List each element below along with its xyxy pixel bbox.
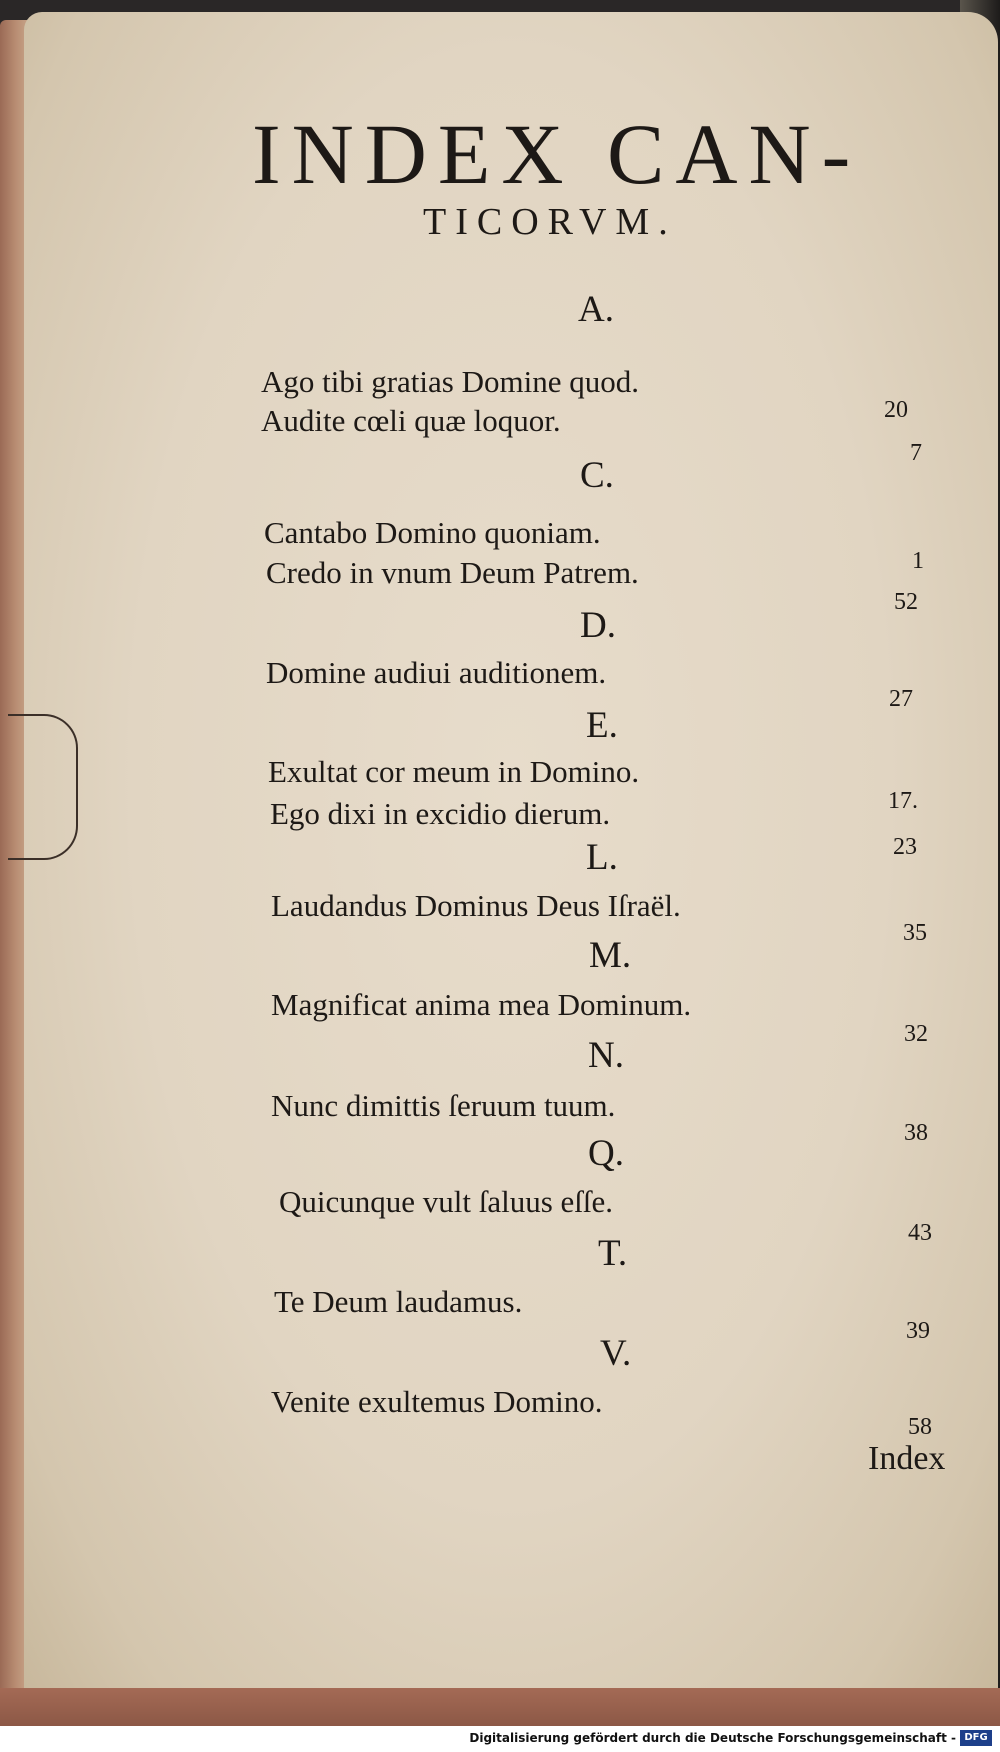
index-entry: Credo in vnum Deum Patrem. (266, 555, 639, 590)
section-letter-d: D. (580, 605, 616, 646)
catchword: Index (868, 1440, 946, 1477)
index-entry: Ego dixi in excidio dierum. (270, 796, 611, 831)
section-letter-v: V. (600, 1333, 632, 1374)
page-number: 17. (888, 788, 918, 814)
page-title-line2: TICORVM. (423, 201, 677, 243)
page-number: 32 (904, 1021, 928, 1047)
page-number: 1 (912, 548, 924, 574)
page-number: 23 (893, 834, 917, 860)
section-letter-q: Q. (588, 1133, 624, 1174)
footer-credit: Digitalisierung gefördert durch die Deutsche Forschungsgemeinschaft - (469, 1731, 956, 1745)
section-letter-l: L. (586, 837, 618, 878)
section-letter-e: E. (586, 705, 618, 746)
index-entry: Venite exultemus Domino. (271, 1384, 603, 1419)
page-number: 58 (908, 1414, 932, 1440)
clip-tab (8, 714, 78, 860)
index-entry: Quicunque vult ſaluus eſſe. (279, 1184, 614, 1219)
page-number: 39 (906, 1318, 930, 1344)
page-bottom-edge (0, 1688, 1000, 1726)
page-number: 7 (910, 440, 922, 466)
page-title-line1: INDEX CAN- (252, 106, 862, 202)
section-letter-a: A. (578, 289, 614, 330)
index-entry: Cantabo Domino quoniam. (264, 515, 601, 550)
page-number: 38 (904, 1120, 928, 1146)
index-entry: Domine audiui auditionem. (266, 655, 607, 690)
index-entry: Nunc dimittis ſeruum tuum. (271, 1088, 616, 1123)
page-number: 43 (908, 1220, 932, 1246)
index-entry: Audite cœli quæ loquor. (261, 403, 561, 438)
page-number: 52 (894, 589, 918, 615)
index-entry: Magnificat anima mea Dominum. (271, 987, 692, 1022)
section-letter-c: C. (580, 455, 614, 496)
index-entry: Te Deum laudamus. (274, 1284, 523, 1319)
section-letter-m: M. (589, 935, 632, 976)
page-number: 20 (884, 397, 908, 423)
section-letter-n: N. (588, 1035, 624, 1076)
index-entry: Laudandus Dominus Deus Iſraël. (271, 888, 681, 923)
page-number: 35 (903, 920, 927, 946)
page-number: 27 (889, 686, 913, 712)
book-page (24, 12, 998, 1712)
section-letter-t: T. (598, 1233, 628, 1274)
dfg-logo: DFG (960, 1730, 992, 1746)
index-entry: Exultat cor meum in Domino. (268, 754, 640, 789)
index-entry: Ago tibi gratias Domine quod. (261, 364, 639, 399)
